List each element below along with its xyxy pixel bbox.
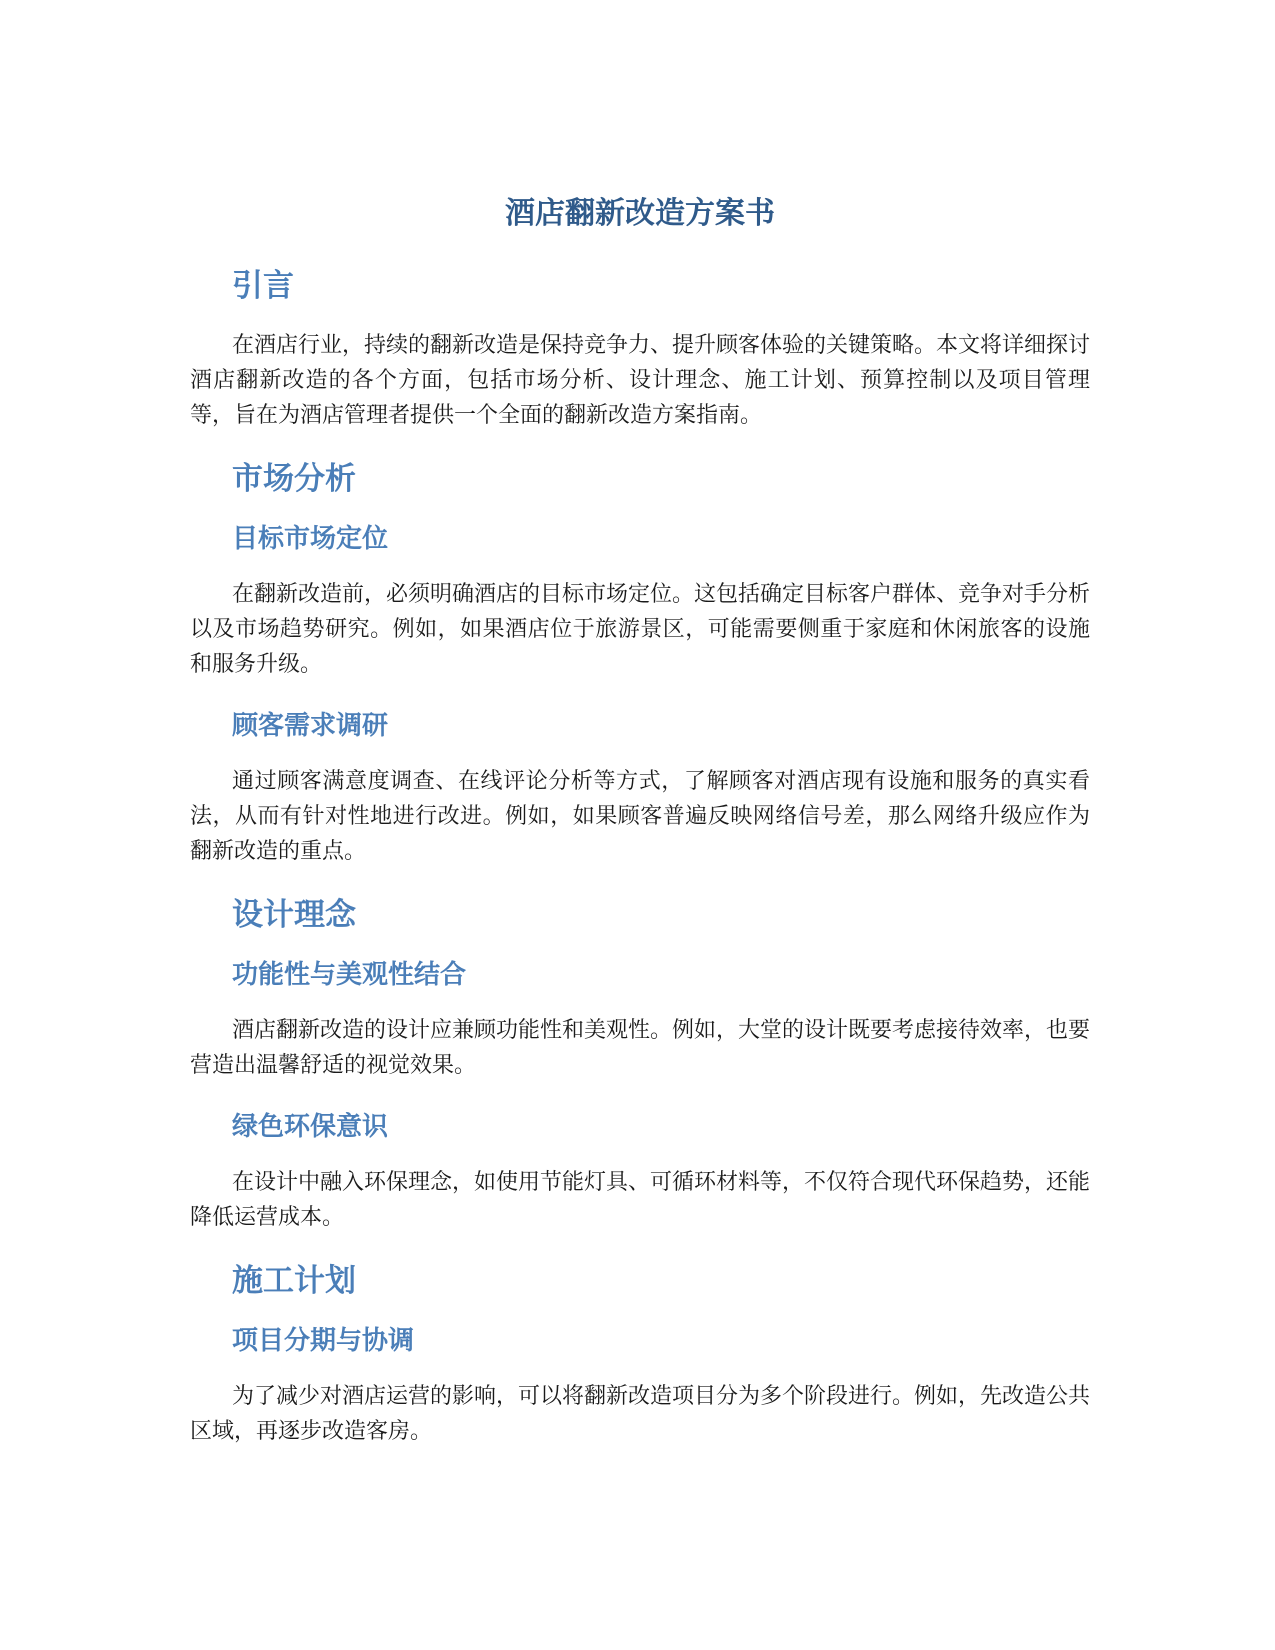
section-heading-intro: 引言 xyxy=(232,268,294,304)
document-page xyxy=(190,190,1090,1475)
paragraph-intro: 在酒店行业，持续的翻新改造是保持竞争力、提升顾客体验的关键策略。本文将详细探讨酒店翻新改造的各个方面，包括市场分析、设计理念、施工计划、预算控制以及项目管理等，旨在为酒店管理者提供一个全面的翻新改造方案指南。 xyxy=(190,333,1091,428)
paragraph-function-aesthetics: 酒店翻新改造的设计应兼顾功能性和美观性。例如，大堂的设计既要考虑接待效率，也要营造出温馨舒适的视觉效果。 xyxy=(190,1018,1091,1078)
subsection-heading-target-market: 目标市场定位 xyxy=(232,524,389,554)
subsection-heading-phasing: 项目分期与协调 xyxy=(232,1326,415,1356)
subsection-heading-function-aesthetics: 功能性与美观性结合 xyxy=(232,960,467,990)
paragraph-phasing: 为了减少对酒店运营的影响，可以将翻新改造项目分为多个阶段进行。例如，先改造公共区域，再逐步改造客房。 xyxy=(190,1384,1091,1444)
subsection-heading-green: 绿色环保意识 xyxy=(232,1112,389,1142)
paragraph-green: 在设计中融入环保理念，如使用节能灯具、可循环材料等，不仅符合现代环保趋势，还能降低运营成本。 xyxy=(190,1170,1091,1230)
subsection-heading-customer-survey: 顾客需求调研 xyxy=(232,711,389,741)
document-title: 酒店翻新改造方案书 xyxy=(505,196,775,231)
paragraph-target-market: 在翻新改造前，必须明确酒店的目标市场定位。这包括确定目标客户群体、竞争对手分析以及市场趋势研究。例如，如果酒店位于旅游景区，可能需要侧重于家庭和休闲旅客的设施和服务升级。 xyxy=(190,582,1091,677)
section-heading-design: 设计理念 xyxy=(232,897,356,933)
section-heading-construction: 施工计划 xyxy=(232,1263,356,1299)
paragraph-customer-survey: 通过顾客满意度调查、在线评论分析等方式，了解顾客对酒店现有设施和服务的真实看法，从而有针对性地进行改进。例如，如果顾客普遍反映网络信号差，那么网络升级应作为翻新改造的重点。 xyxy=(190,769,1090,864)
section-heading-market: 市场分析 xyxy=(232,461,356,497)
